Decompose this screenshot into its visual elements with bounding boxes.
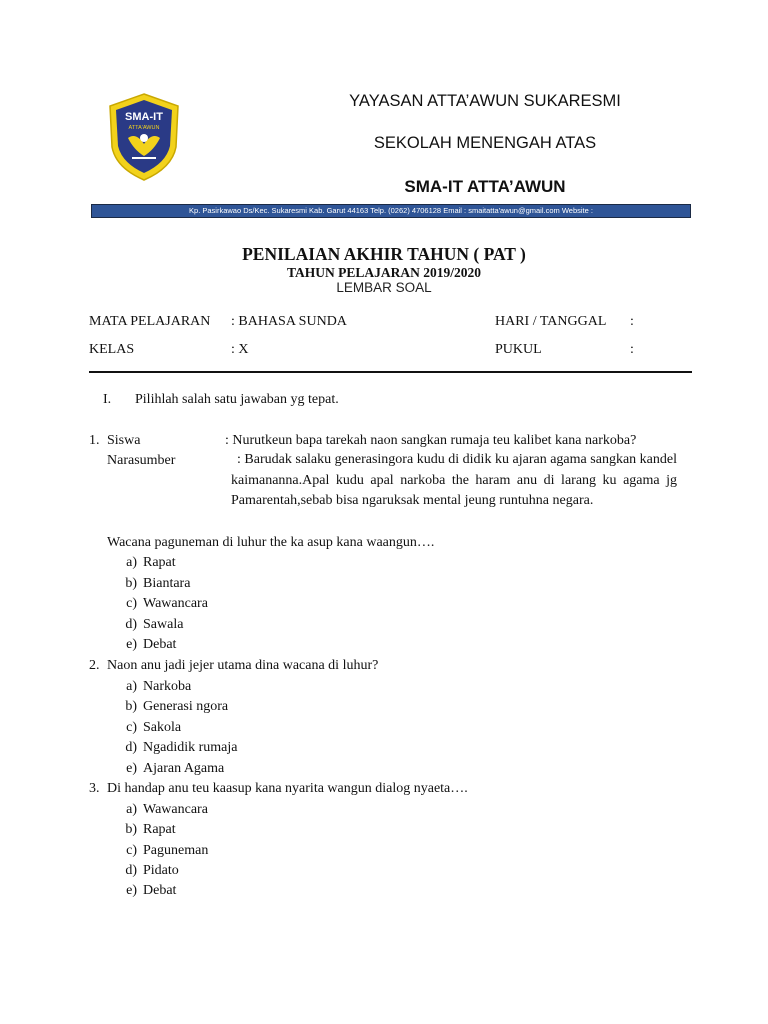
question-text: Di handap anu teu kaasup kana nyarita wangun dialog nyaeta….: [107, 781, 468, 796]
school-name: SMA-IT ATTA’AWUN: [404, 177, 566, 196]
foundation-name: YAYASAN ATTA’AWUN SUKARESMI: [349, 92, 621, 110]
answer-option: c) Sakola: [126, 720, 182, 735]
answer-option: e) Debat: [126, 883, 177, 898]
question-text: Naon anu jadi jejer utama dina wacana di luhur?: [107, 658, 379, 673]
day-label: HARI / TANGGAL: [495, 314, 607, 329]
answer-option: e) Debat: [126, 637, 177, 652]
question-text: Wacana paguneman di luhur the ka asup kana waangun….: [107, 535, 435, 550]
dialog-line: : Barudak salaku generasingora kudu di didik ku ajaran agama sangkan kandel kaimananna.Apal kudu apal narkoba the haram anu di larang ku agama jg Pamarentah,sebab bisa ngaruksak mental jeung runtuhna negara.: [231, 452, 677, 508]
svg-text:ATTA'AWUN: ATTA'AWUN: [128, 125, 160, 131]
dialog-speaker: Narasumber: [107, 453, 176, 468]
svg-text:SMA-IT: SMA-IT: [125, 111, 163, 123]
answer-option: d) Ngadidik rumaja: [125, 740, 238, 755]
section-instruction: Pilihlah salah satu jawaban yg tepat.: [135, 392, 339, 407]
dialog-speaker: Siswa: [107, 433, 141, 448]
answer-option: a) Wawancara: [126, 802, 208, 817]
answer-option: d) Pidato: [125, 863, 179, 878]
question-number: 2.: [89, 658, 100, 673]
question-number: 3.: [89, 781, 100, 796]
subject-value: : BAHASA SUNDA: [231, 314, 347, 329]
answer-option: b) Biantara: [125, 576, 191, 591]
dialog-line: : Nurutkeun bapa tarekah naon sangkan rumaja teu kalibet kana narkoba?: [225, 433, 637, 448]
exam-title: PENILAIAN AKHIR TAHUN ( PAT ): [242, 244, 526, 264]
class-value: : X: [231, 342, 249, 357]
subject-label: MATA PELAJARAN: [89, 314, 211, 329]
school-shield-logo: [106, 92, 182, 182]
answer-option: a) Rapat: [126, 555, 176, 570]
answer-option: c) Wawancara: [126, 596, 208, 611]
time-value: :: [630, 342, 634, 357]
section-numeral: I.: [103, 392, 112, 407]
answer-option: c) Paguneman: [126, 843, 209, 858]
day-value: :: [630, 314, 634, 329]
address-bar: Kp. Pasirkawao Ds/Kec. Sukaresmi Kab. Garut 44163 Telp. (0262) 4706128 Email : smaitatta'awun@gmail.com Website :: [91, 204, 691, 218]
school-level: SEKOLAH MENENGAH ATAS: [373, 134, 597, 152]
answer-option: a) Narkoba: [126, 679, 192, 694]
question-number: 1.: [89, 433, 100, 448]
answer-option: d) Sawala: [125, 617, 184, 632]
answer-option: e) Ajaran Agama: [126, 761, 225, 776]
sheet-title: LEMBAR SOAL: [336, 280, 432, 295]
class-label: KELAS: [89, 342, 135, 357]
answer-option: b) Generasi ngora: [125, 699, 229, 714]
header-divider: [89, 371, 692, 373]
answer-option: b) Rapat: [125, 822, 176, 837]
academic-year: TAHUN PELAJARAN 2019/2020: [286, 265, 481, 280]
time-label: PUKUL: [495, 342, 542, 357]
